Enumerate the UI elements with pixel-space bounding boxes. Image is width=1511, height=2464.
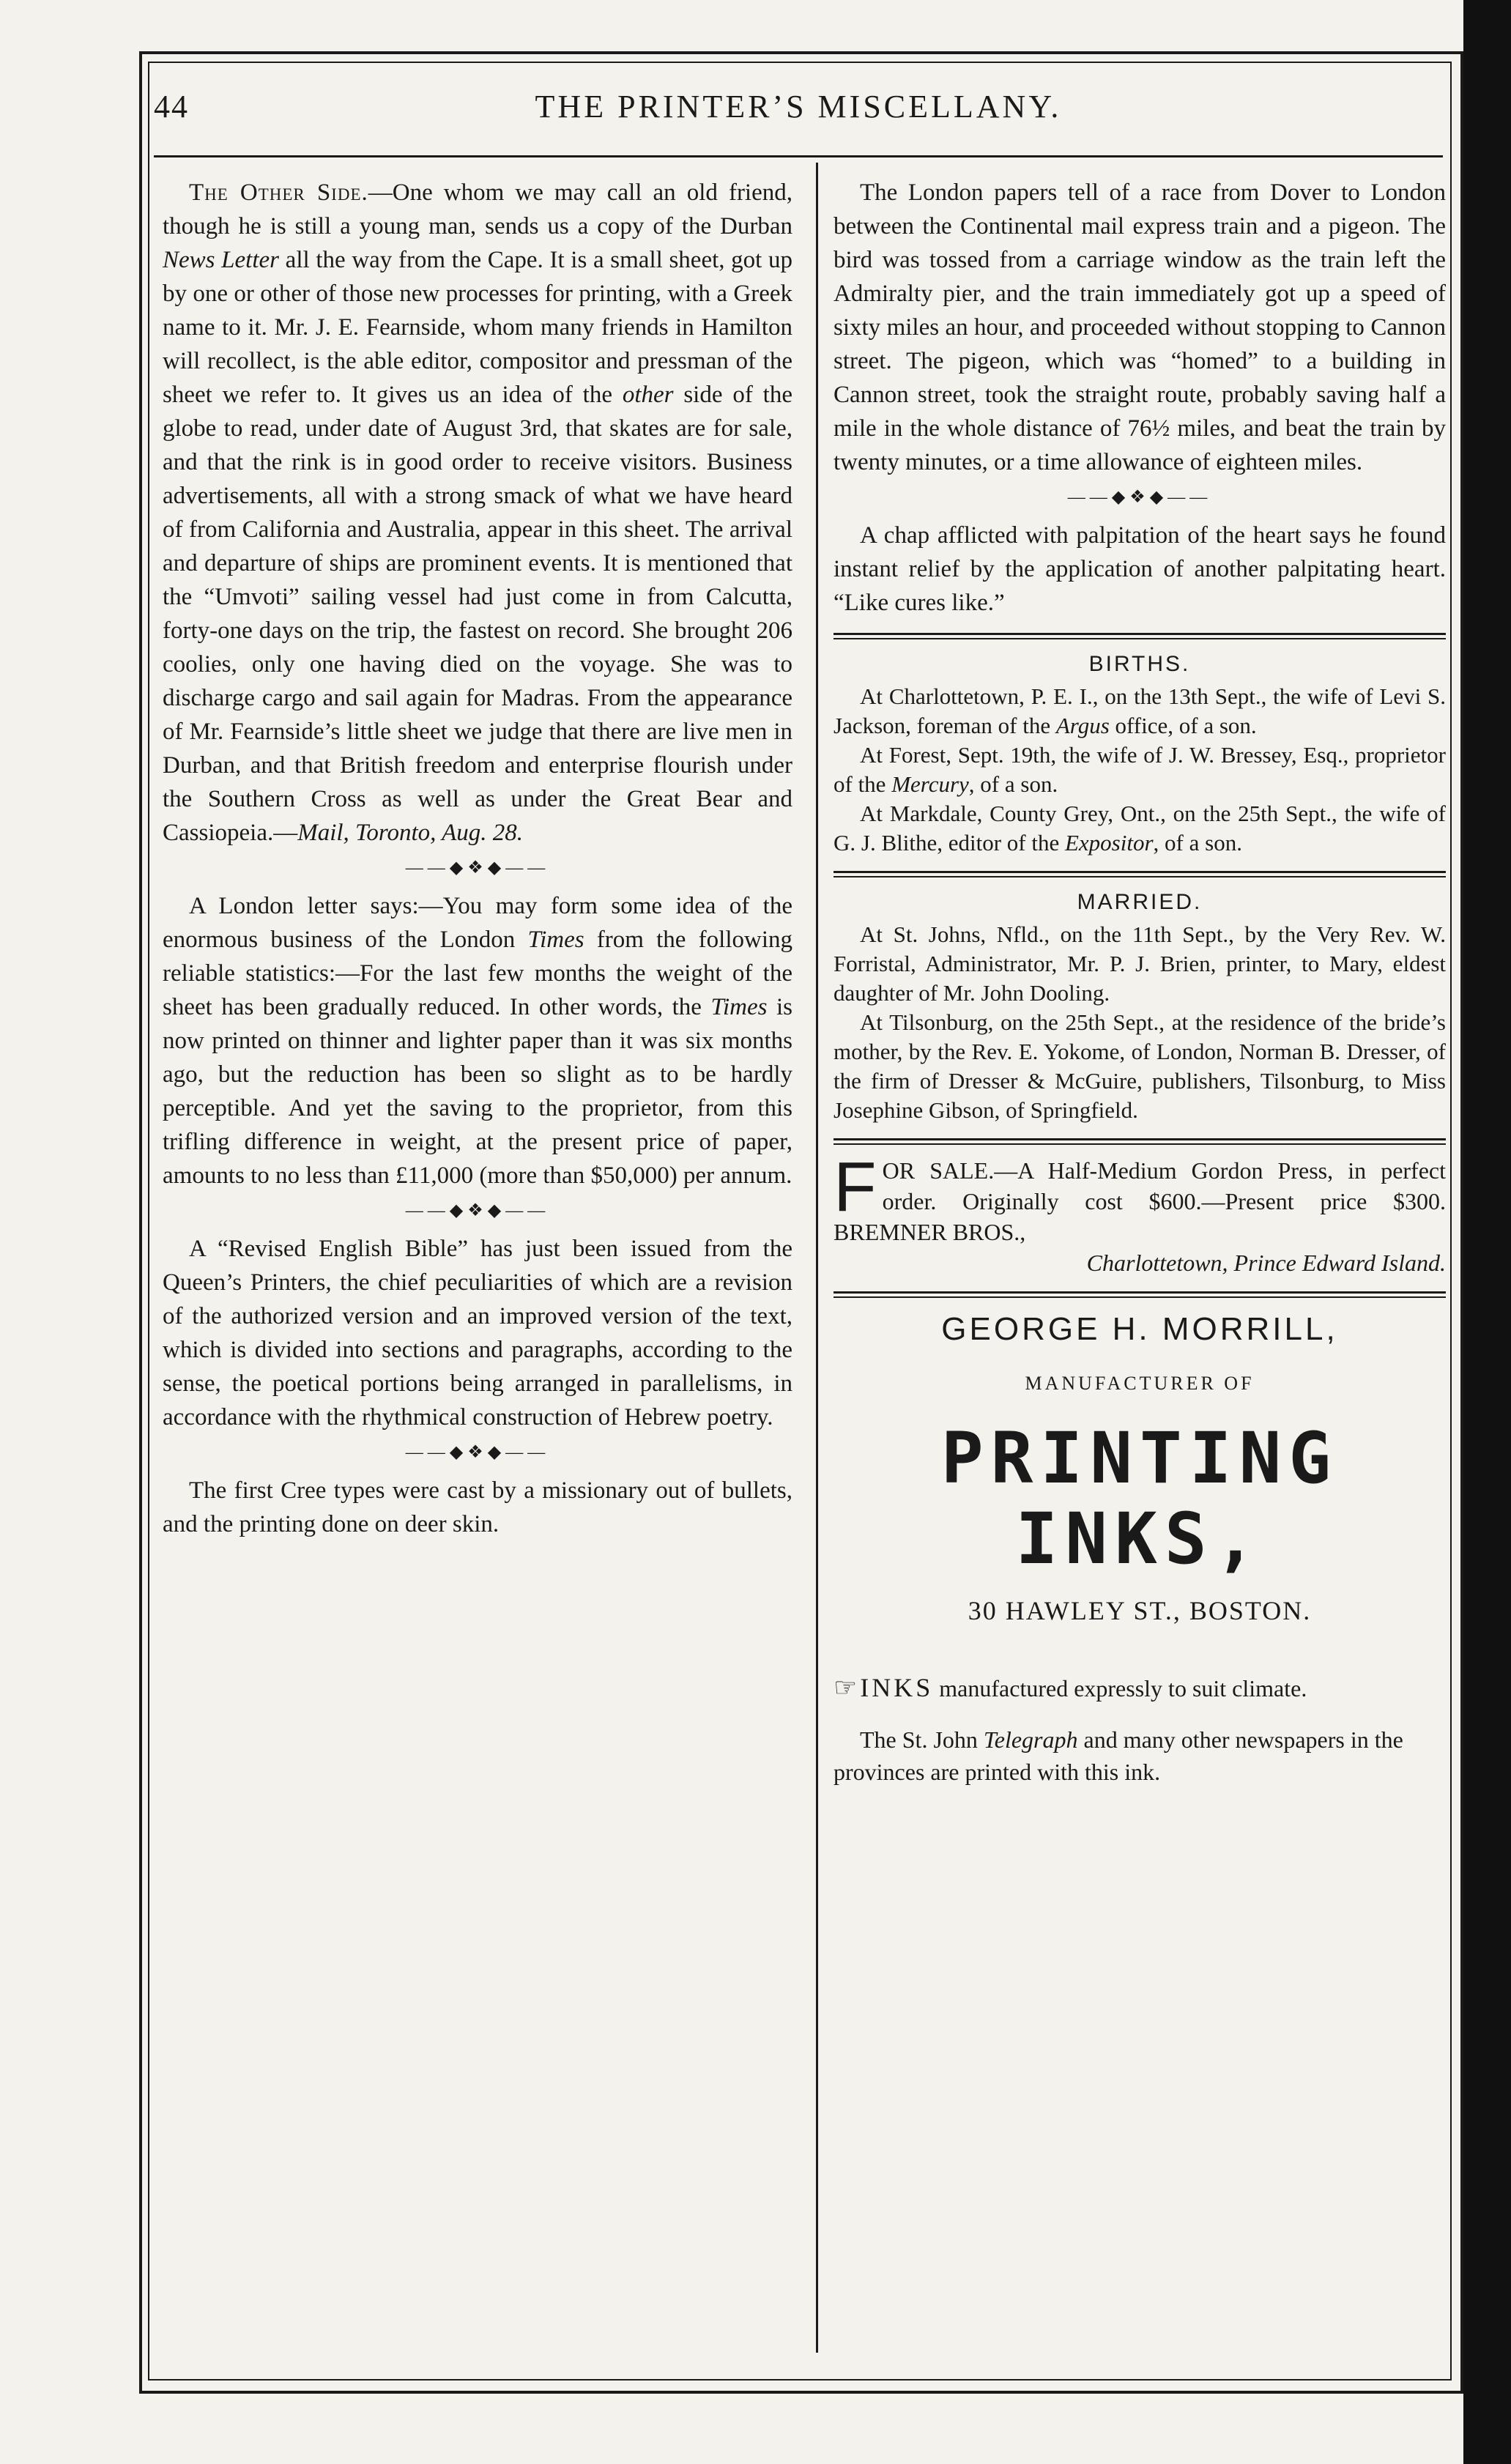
scan-edge-bar [1463, 0, 1511, 2464]
for-sale-signature: Charlottetown, Prince Edward Island. [1086, 1250, 1446, 1276]
page-header [154, 88, 1443, 154]
advert-name: GEORGE H. MORRILL, [941, 1311, 1338, 1347]
left-column [163, 176, 792, 1541]
births-section [834, 650, 1446, 858]
header-rule [154, 155, 1443, 157]
advert-address: 30 HAWLEY ST., BOSTON. [968, 1596, 1312, 1625]
birth-entry: At Charlottetown, P. E. I., on the 13th Sept., the wife of Levi S. Jackson, foreman of the Argus office, of a son. [834, 683, 1446, 738]
births-heading: BIRTHS. [1088, 652, 1191, 676]
married-section [834, 888, 1446, 1125]
double-rule [834, 871, 1446, 877]
for-sale-notice: F OR SALE.—A Half-Medium Gordon Press, in perfect order. Originally cost $600.—Present price $300. BREMNER BROS., Charlottetown, Prince Edward Island. [834, 1148, 1446, 1276]
morrill-advert [834, 1313, 1446, 1788]
right-column [834, 176, 1446, 1788]
advert-note-2: The St. John Telegraph and many other newspapers in the provinces are printed with this ink. [834, 1726, 1403, 1785]
birth-entry: At Forest, Sept. 19th, the wife of J. W. Bressey, Esq., proprietor of the Mercury, of a son. [834, 742, 1446, 797]
married-entry: At St. Johns, Nfld., on the 11th Sept., by the Very Rev. W. Forristal, Administrator, Mr. P. J. Brien, printer, to Mary, eldest daughter of Mr. John Dooling. [834, 921, 1446, 1006]
drop-cap: F [834, 1148, 877, 1226]
column-rule [816, 163, 818, 2353]
advert-note: ☞INKS manufactured expressly to suit climate. [834, 1673, 1307, 1702]
birth-entry: At Markdale, County Grey, Ont., on the 25th Sept., the wife of G. J. Blithe, editor of the Expositor, of a son. [834, 801, 1446, 856]
article-pigeon-race: The London papers tell of a race from Dover to London between the Continental mail express train and a pigeon. The bird was tossed from a carriage window as the train left the Admiralty pier, and the train immediately got up a speed of sixty miles an hour, and proceeded without stopping to Cannon street. The pigeon, which was “homed” to a building in Cannon street, took the straight route, probably saving half a mile in the whole distance of 76½ miles, and beat the train by twenty minutes, or a time allowance of eighteen miles. [834, 179, 1446, 475]
article-london-times: A London letter says:—You may form some idea of the enormous business of the London Times from the following reliable statistics:—For the last few months the weight of the sheet has been gradually reduced. In other words, the Times is now printed on thinner and lighter paper than it was six months ago, but the reduction has been so slight as to be hardly perceptible. And yet the saving to the proprietor, from this trifling difference in weight, at the present price of paper, amounts to no less than £11,000 (more than $50,000) per annum. [163, 893, 792, 1189]
ornament-divider: ——◆❖◆—— [405, 1443, 550, 1462]
double-rule [834, 1138, 1446, 1145]
ornament-divider: ——◆❖◆—— [405, 858, 550, 877]
advert-subtitle: MANUFACTURER OF [1025, 1373, 1255, 1394]
double-rule [834, 1291, 1446, 1298]
article-revised-bible: A “Revised English Bible” has just been issued from the Queen’s Printers, the chief peculiarities of which are a revision of the authorized version and an improved version of the text, which is divided into sections and paragraphs, according to the sense, the poetical portions being arranged in parallelisms, in accordance with the rhythmical construction of Hebrew poetry. [163, 1236, 792, 1430]
double-rule [834, 633, 1446, 639]
running-title: THE PRINTER’S MISCELLANY. [535, 89, 1062, 125]
advert-product: PRINTING INKS, [940, 1417, 1339, 1580]
ornament-divider: ——◆❖◆—— [1067, 488, 1212, 507]
article-palpitation: A chap afflicted with palpitation of the heart says he found instant relief by the application of another palpitating heart. “Like cures like.” [834, 522, 1446, 616]
ornament-divider: ——◆❖◆—— [405, 1201, 550, 1220]
married-heading: MARRIED. [1077, 890, 1203, 914]
article-lead: The Other Side. [189, 179, 368, 206]
article-source: Mail, Toronto, Aug. 28. [297, 820, 523, 846]
article-cree-types: The first Cree types were cast by a missionary out of bullets, and the printing done on deer skin. [163, 1477, 792, 1537]
page-number: 44 [154, 89, 189, 125]
article-other-side: The Other Side.—One whom we may call an old friend, though he is still a young man, sends us a copy of the Durban News Letter all the way from the Cape. It is a small sheet, got up by one or other of those new processes for printing, with a Greek name to it. Mr. J. E. Fearnside, whom many friends in Hamilton will recollect, is the able editor, compositor and pressman of the sheet we refer to. It gives us an idea of the other side of the globe to read, under date of August 3rd, that skates are for sale, and that the rink is in good order to receive visitors. Business advertisements, all with a strong smack of what we have heard of from California and Australia, appear in this sheet. The arrival and departure of ships are prominent events. It is mentioned that the “Umvoti” sailing vessel had just come in from Calcutta, forty-one days on the trip, the fastest on record. She brought 206 coolies, only one having died on the voyage. She was to discharge cargo and sail again for Madras. From the appearance of Mr. Fearnside’s little sheet we judge that there are live men in Durban, and that British freedom and enterprise flourish under the Southern Cross as well as under the Great Bear and Cassiopeia.—Mail, Toronto, Aug. 28. [163, 179, 793, 846]
married-entry: At Tilsonburg, on the 25th Sept., at the residence of the bride’s mother, by the Rev. E. Yokome, of London, Norman B. Dresser, of the firm of Dresser & McGuire, publishers, Tilsonburg, to Miss Josephine Gibson, of Springfield. [834, 1009, 1446, 1123]
